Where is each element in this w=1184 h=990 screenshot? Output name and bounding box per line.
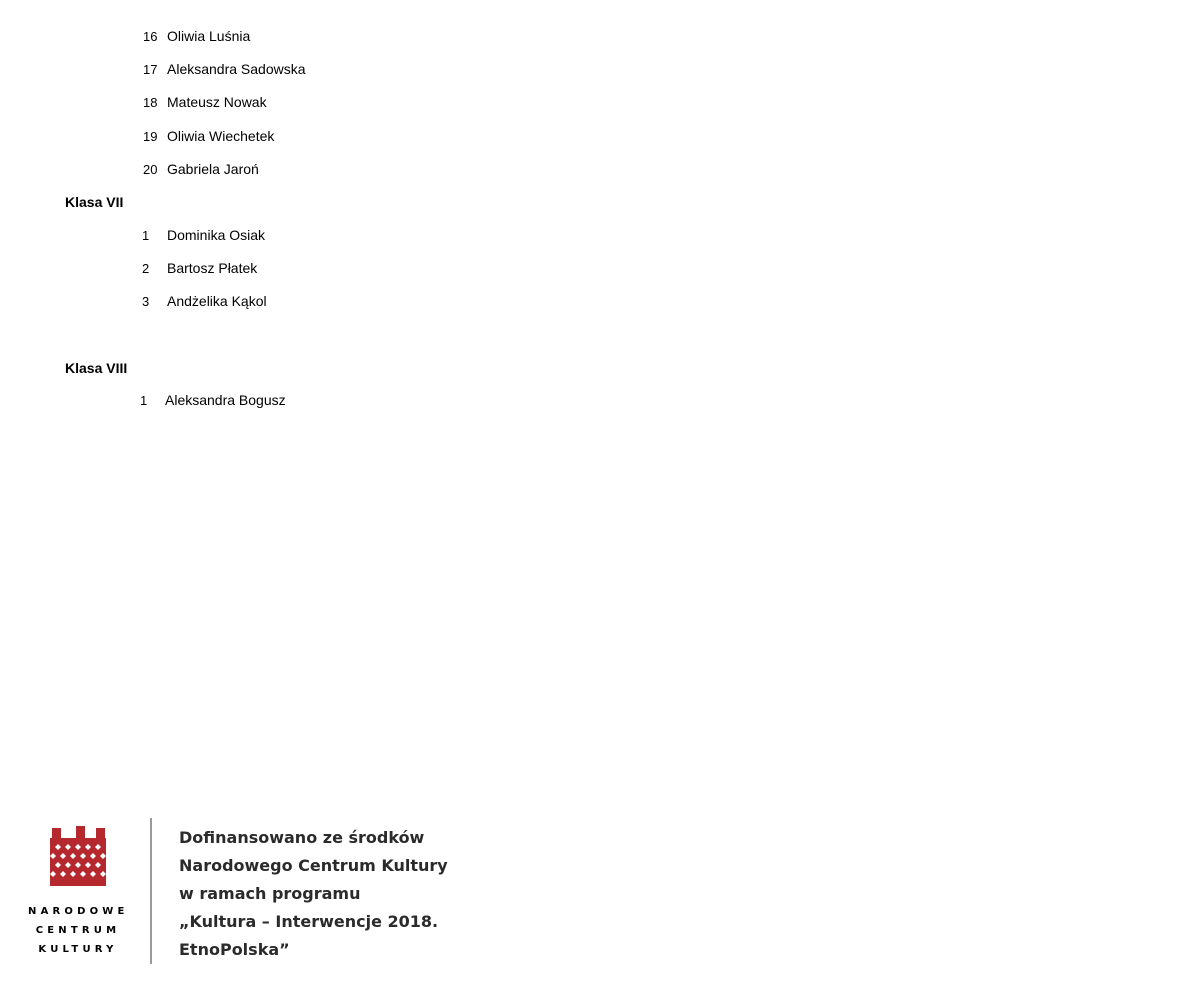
list-number: 16 (143, 29, 158, 44)
funding-line: EtnoPolska” (179, 940, 290, 959)
nck-logo (28, 826, 132, 956)
student-name: Andżelika Kąkol (167, 293, 267, 309)
list-number: 19 (143, 129, 158, 144)
list-number: 2 (142, 261, 150, 276)
student-name: Aleksandra Bogusz (165, 392, 286, 408)
logo-text-line: CENTRUM (35, 925, 121, 936)
student-name: Aleksandra Sadowska (167, 61, 306, 77)
student-name: Dominika Osiak (167, 227, 266, 243)
list-number: 17 (143, 62, 158, 77)
student-name: Gabriela Jaroń (167, 161, 259, 177)
list-number: 1 (142, 228, 150, 243)
footer-divider (150, 818, 152, 964)
funding-line: w ramach programu (179, 884, 361, 903)
funding-notice (179, 824, 448, 964)
student-name: Oliwia Wiechetek (167, 128, 275, 144)
funding-line: Narodowego Centrum Kultury (179, 856, 448, 875)
crown-icon (28, 826, 132, 892)
student-name: Oliwia Luśnia (167, 28, 251, 44)
logo-text-line: NARODOWE (28, 906, 129, 917)
logo-text-line: KULTURY (38, 944, 118, 955)
list-number: 18 (143, 95, 158, 110)
funding-line: Dofinansowano ze środków (179, 828, 425, 847)
list-number: 1 (140, 393, 148, 408)
funding-line: „Kultura – Interwencje 2018. (179, 912, 439, 931)
section-heading: Klasa VII (65, 194, 124, 210)
list-number: 20 (143, 162, 158, 177)
list-number: 3 (142, 294, 150, 309)
student-name: Mateusz Nowak (167, 94, 267, 110)
student-name: Bartosz Płatek (167, 260, 258, 276)
section-heading: Klasa VIII (65, 360, 128, 376)
